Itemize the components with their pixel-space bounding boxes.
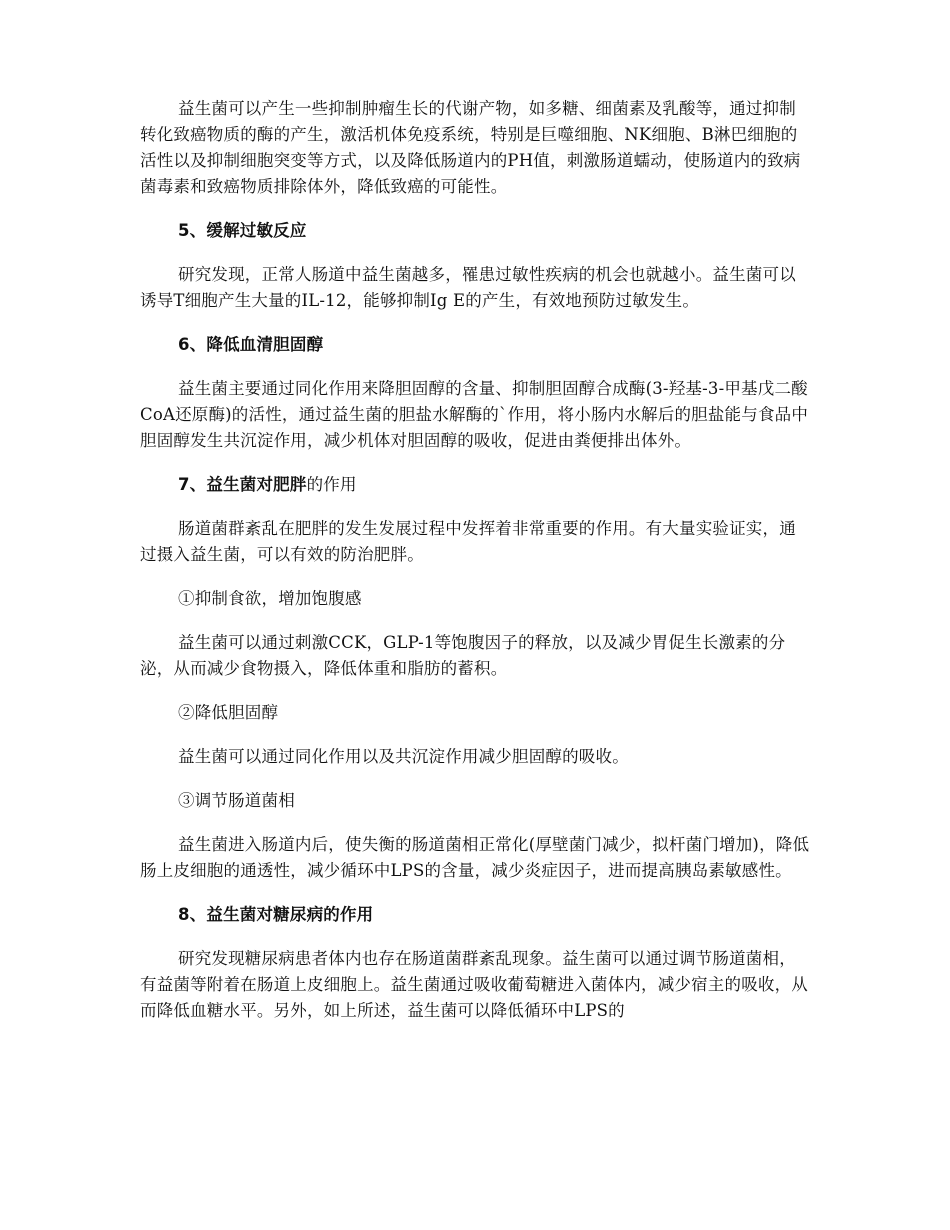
paragraph-gut-flora: 益生菌进入肠道内后，使失衡的肠道菌相正常化(厚壁菌门减少，拟杆菌门增加)，降低肠上皮细胞的通透性，减少循环中LPS的含量，减少炎症因子，进而提高胰岛素敏感性。 — [140, 835, 810, 880]
subheading-gut-flora: ③调节肠道菌相 — [178, 791, 295, 810]
heading-bold-text: 7、益生菌对肥胖 — [178, 475, 307, 494]
paragraph-obesity: 肠道菌群紊乱在肥胖的发生发展过程中发挥着非常重要的作用。有大量实验证实，通过摄入益生菌，可以有效的防治肥胖。 — [140, 519, 796, 564]
heading-bold-text: 6、降低血清胆固醇 — [178, 335, 324, 354]
section-heading-5 — [140, 218, 810, 244]
paragraph-appetite: 益生菌可以通过刺激CCK，GLP-1等饱腹因子的释放，以及减少胃促生长激素的分泌，从而减少食物摄入，降低体重和脂肪的蓄积。 — [140, 633, 786, 678]
subheading-appetite: ①抑制食欲，增加饱腹感 — [178, 589, 362, 608]
paragraph-cholesterol: 益生菌主要通过同化作用来降胆固醇的含量、抑制胆固醇合成酶(3-羟基-3-甲基戊二酸CoA还原酶)的活性，通过益生菌的胆盐水解酶的`作用，将小肠内水解后的胆盐能与食品中胆固醇发生共沉淀作用，减少机体对胆固醇的吸收，促进由粪便排出体外。 — [140, 379, 809, 450]
section-heading-7 — [140, 472, 810, 498]
paragraph-diabetes: 研究发现糖尿病患者体内也存在肠道菌群紊乱现象。益生菌可以通过调节肠道菌相，有益菌等附着在肠道上皮细胞上。益生菌通过吸收葡萄糖进入菌体内，减少宿主的吸收，从而降低血糖水平。另外，如上所述，益生菌可以降低循环中LPS的 — [140, 949, 808, 1020]
paragraph-lower-cholesterol: 益生菌可以通过同化作用以及共沉淀作用减少胆固醇的吸收。 — [178, 747, 629, 766]
heading-bold-text: 8、益生菌对糖尿病的作用 — [178, 905, 374, 924]
subheading-lower-cholesterol: ②降低胆固醇 — [178, 703, 279, 722]
section-heading-8 — [140, 902, 810, 928]
heading-bold-text: 5、缓解过敏反应 — [178, 221, 307, 240]
paragraph-anticancer: 益生菌可以产生一些抑制肿瘤生长的代谢产物，如多糖、细菌素及乳酸等，通过抑制转化致癌物质的酶的产生，激活机体免疫系统，特别是巨噬细胞、NK细胞、B淋巴细胞的活性以及抑制细胞突变等方式，以及降低肠道内的PH值，刺激肠道蠕动，使肠道内的致病菌毒素和致癌物质排除体外，降低致癌的可能性。 — [140, 99, 801, 196]
paragraph-allergy: 研究发现，正常人肠道中益生菌越多，罹患过敏性疾病的机会也就越小。益生菌可以诱导T细胞产生大量的IL-12，能够抑制Ig E的产生，有效地预防过敏发生。 — [140, 265, 796, 310]
section-heading-6 — [140, 332, 810, 358]
heading-normal-text: 的作用 — [306, 475, 357, 494]
